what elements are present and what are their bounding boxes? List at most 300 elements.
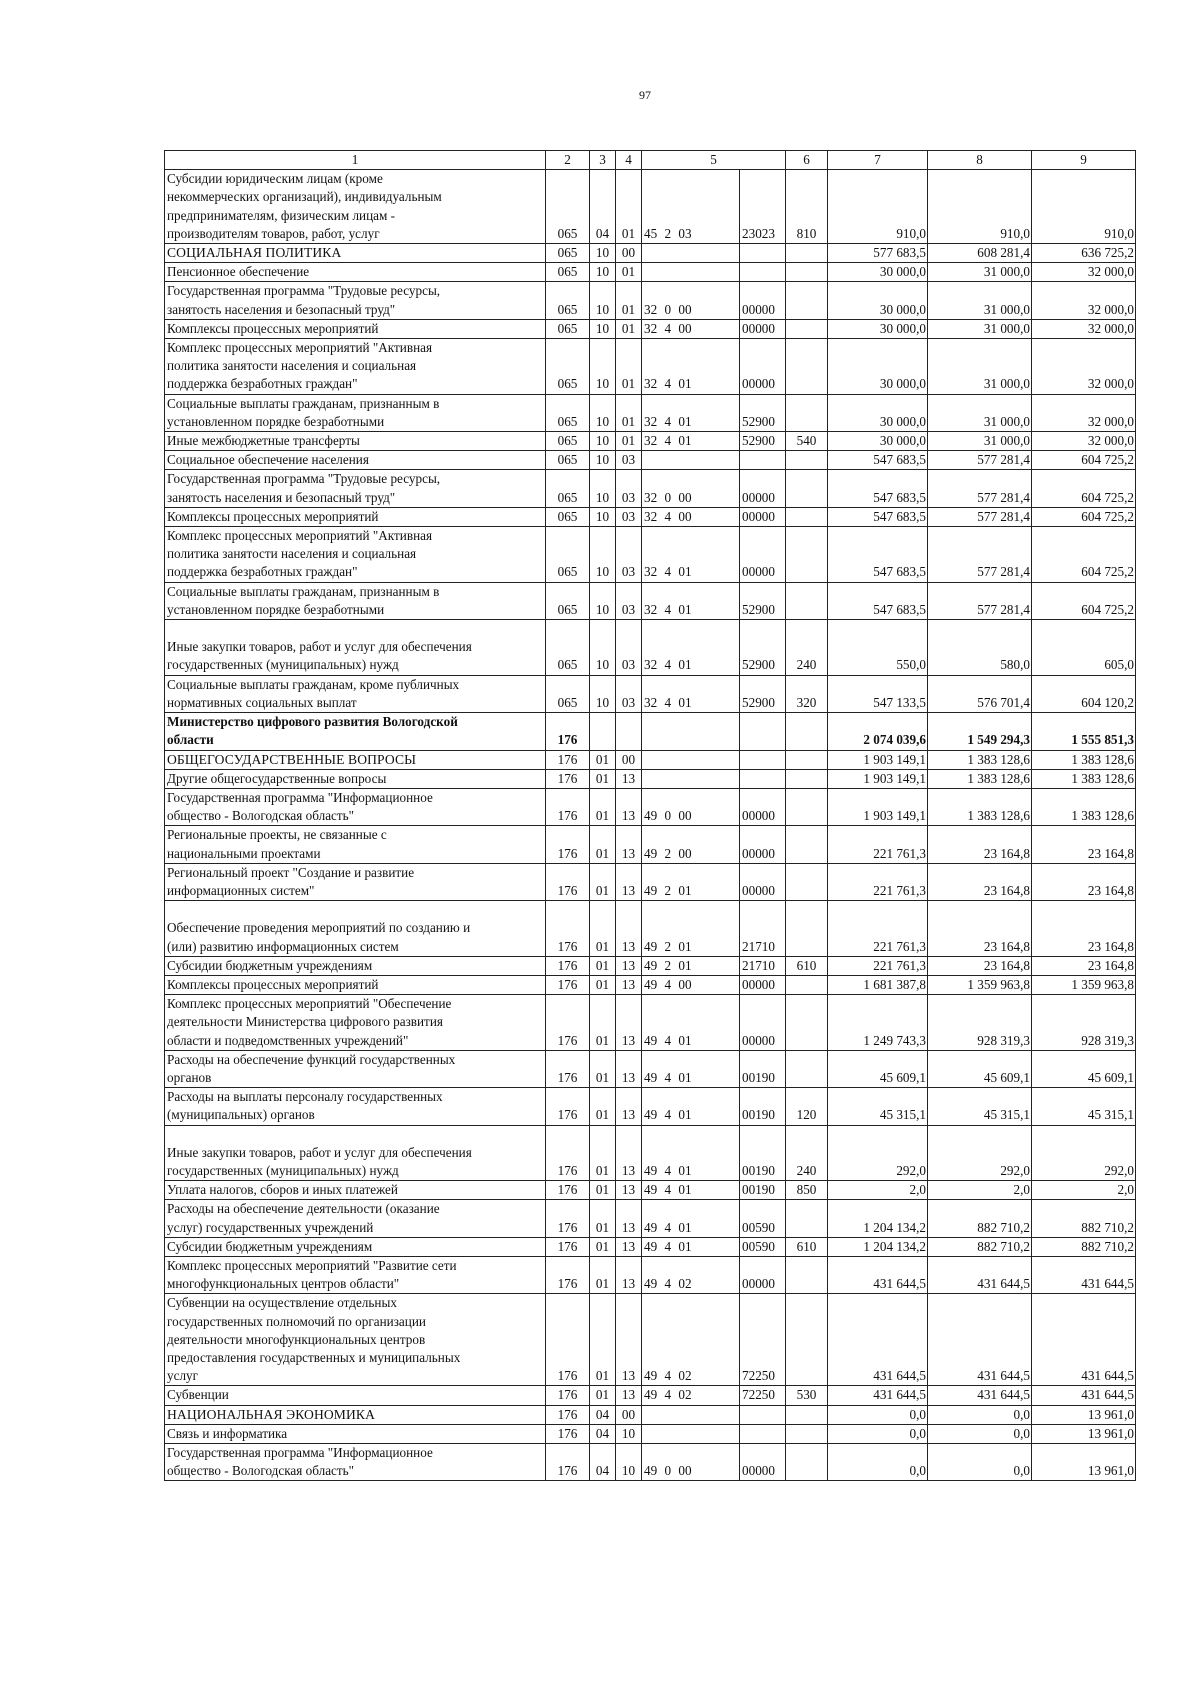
- row-amount-year2-cell: 0,0: [928, 1444, 1032, 1481]
- row-target-article-cell: [642, 1424, 740, 1443]
- row-direction-code-cell: [740, 451, 786, 470]
- row-section-cell: 10: [590, 527, 616, 583]
- row-target-article-cell: 49 4 01: [642, 1237, 740, 1256]
- row-amount-year2-cell: 31 000,0: [928, 282, 1032, 319]
- row-expense-type-cell: [786, 1200, 828, 1237]
- row-subsection-cell: 03: [616, 620, 642, 676]
- row-section-cell: 04: [590, 1405, 616, 1424]
- row-target-article-cell: [642, 244, 740, 263]
- row-section-cell: 10: [590, 244, 616, 263]
- table-row: [165, 319, 1136, 338]
- row-amount-year2-cell: 2,0: [928, 1181, 1032, 1200]
- row-amount-year2-cell: 31 000,0: [928, 263, 1032, 282]
- row-target-article-cell: 49 4 01: [642, 1088, 740, 1125]
- row-section-cell: 10: [590, 394, 616, 431]
- row-amount-year1-cell: 547 683,5: [828, 527, 928, 583]
- row-name-cell: НАЦИОНАЛЬНАЯ ЭКОНОМИКА: [165, 1405, 546, 1424]
- row-direction-code-cell: 23023: [740, 170, 786, 244]
- header-cell: 7: [828, 151, 928, 170]
- table-row: [165, 339, 1136, 395]
- row-ministry-code-cell: 065: [546, 527, 590, 583]
- row-section-cell: 01: [590, 788, 616, 825]
- row-section-cell: 01: [590, 769, 616, 788]
- table-row: [165, 1200, 1136, 1237]
- row-amount-year2-cell: 577 281,4: [928, 470, 1032, 507]
- row-amount-year1-cell: 45 609,1: [828, 1050, 928, 1087]
- row-target-article-cell: 49 4 00: [642, 975, 740, 994]
- row-ministry-code-cell: 176: [546, 901, 590, 957]
- row-expense-type-cell: 540: [786, 432, 828, 451]
- row-section-cell: 01: [590, 1294, 616, 1386]
- row-amount-year2-cell: 882 710,2: [928, 1237, 1032, 1256]
- row-expense-type-cell: [786, 769, 828, 788]
- row-target-article-cell: 49 4 01: [642, 1200, 740, 1237]
- row-target-article-cell: 32 0 00: [642, 470, 740, 507]
- row-amount-year3-cell: 32 000,0: [1032, 263, 1136, 282]
- table-row: [165, 263, 1136, 282]
- table-row: [165, 451, 1136, 470]
- row-direction-code-cell: 21710: [740, 901, 786, 957]
- row-section-cell: 04: [590, 1424, 616, 1443]
- row-direction-code-cell: 52900: [740, 582, 786, 619]
- row-ministry-code-cell: 176: [546, 1294, 590, 1386]
- row-target-article-cell: 32 4 01: [642, 432, 740, 451]
- row-name-cell: Субсидии бюджетным учреждениям: [165, 956, 546, 975]
- row-section-cell: 01: [590, 826, 616, 863]
- row-section-cell: 10: [590, 675, 616, 712]
- row-amount-year1-cell: 547 683,5: [828, 451, 928, 470]
- row-amount-year2-cell: 577 281,4: [928, 527, 1032, 583]
- row-subsection-cell: [616, 713, 642, 750]
- row-target-article-cell: 32 4 01: [642, 675, 740, 712]
- row-direction-code-cell: 00000: [740, 1444, 786, 1481]
- table-row: [165, 1181, 1136, 1200]
- table-row: [165, 1256, 1136, 1293]
- row-ministry-code-cell: 065: [546, 451, 590, 470]
- row-section-cell: 10: [590, 282, 616, 319]
- row-ministry-code-cell: 065: [546, 339, 590, 395]
- row-amount-year2-cell: 0,0: [928, 1405, 1032, 1424]
- row-amount-year2-cell: 577 281,4: [928, 507, 1032, 526]
- row-amount-year2-cell: 31 000,0: [928, 319, 1032, 338]
- row-expense-type-cell: [786, 1424, 828, 1443]
- row-name-cell: Уплата налогов, сборов и иных платежей: [165, 1181, 546, 1200]
- row-amount-year3-cell: 1 555 851,3: [1032, 713, 1136, 750]
- header-cell: 2: [546, 151, 590, 170]
- row-subsection-cell: 10: [616, 1444, 642, 1481]
- row-ministry-code-cell: 065: [546, 507, 590, 526]
- row-ministry-code-cell: 065: [546, 244, 590, 263]
- row-section-cell: 04: [590, 170, 616, 244]
- row-name-cell: Социальное обеспечение населения: [165, 451, 546, 470]
- row-name-cell: Социальные выплаты гражданам, кроме публичных нормативных социальных выплат: [165, 675, 546, 712]
- row-target-article-cell: 32 4 01: [642, 582, 740, 619]
- row-amount-year3-cell: 23 164,8: [1032, 901, 1136, 957]
- row-section-cell: 10: [590, 263, 616, 282]
- row-subsection-cell: 13: [616, 1294, 642, 1386]
- table-row: [165, 1237, 1136, 1256]
- row-amount-year1-cell: 547 683,5: [828, 470, 928, 507]
- row-direction-code-cell: 52900: [740, 675, 786, 712]
- row-expense-type-cell: [786, 975, 828, 994]
- header-cell: 5: [642, 151, 786, 170]
- row-subsection-cell: 03: [616, 507, 642, 526]
- row-section-cell: 01: [590, 995, 616, 1051]
- row-amount-year3-cell: 23 164,8: [1032, 956, 1136, 975]
- row-section-cell: 01: [590, 1088, 616, 1125]
- table-row: [165, 826, 1136, 863]
- row-amount-year1-cell: 547 683,5: [828, 582, 928, 619]
- row-ministry-code-cell: 176: [546, 713, 590, 750]
- row-ministry-code-cell: 176: [546, 1386, 590, 1405]
- row-name-cell: Пенсионное обеспечение: [165, 263, 546, 282]
- row-ministry-code-cell: 176: [546, 1088, 590, 1125]
- row-amount-year3-cell: 13 961,0: [1032, 1444, 1136, 1481]
- row-name-cell: Субсидии бюджетным учреждениям: [165, 1237, 546, 1256]
- row-direction-code-cell: 00000: [740, 470, 786, 507]
- row-section-cell: 10: [590, 582, 616, 619]
- row-name-cell: Иные закупки товаров, работ и услуг для обеспечения государственных (муниципальных) нужд: [165, 1125, 546, 1181]
- row-expense-type-cell: 530: [786, 1386, 828, 1405]
- row-name-cell: Обеспечение проведения мероприятий по созданию и (или) развитию информационных систем: [165, 901, 546, 957]
- page-number: 97: [639, 88, 651, 102]
- row-amount-year3-cell: 431 644,5: [1032, 1294, 1136, 1386]
- row-target-article-cell: 32 4 00: [642, 319, 740, 338]
- row-amount-year2-cell: 1 549 294,3: [928, 713, 1032, 750]
- row-expense-type-cell: [786, 713, 828, 750]
- table-row: [165, 995, 1136, 1051]
- row-ministry-code-cell: 065: [546, 432, 590, 451]
- row-amount-year2-cell: 45 609,1: [928, 1050, 1032, 1087]
- row-subsection-cell: 00: [616, 1405, 642, 1424]
- row-amount-year1-cell: 45 315,1: [828, 1088, 928, 1125]
- table-body: [165, 170, 1136, 1481]
- table-row: [165, 769, 1136, 788]
- row-name-cell: Субсидии юридическим лицам (кроме некоммерческих организаций), индивидуальным предпринимателям, физическим лицам - производителям товаров, работ, услуг: [165, 170, 546, 244]
- row-direction-code-cell: 00190: [740, 1125, 786, 1181]
- row-name-cell: СОЦИАЛЬНАЯ ПОЛИТИКА: [165, 244, 546, 263]
- row-ministry-code-cell: 176: [546, 1125, 590, 1181]
- row-amount-year1-cell: 221 761,3: [828, 956, 928, 975]
- row-amount-year3-cell: 32 000,0: [1032, 339, 1136, 395]
- row-subsection-cell: 10: [616, 1424, 642, 1443]
- row-subsection-cell: 13: [616, 1181, 642, 1200]
- row-amount-year3-cell: 13 961,0: [1032, 1424, 1136, 1443]
- row-amount-year3-cell: 604 725,2: [1032, 582, 1136, 619]
- row-direction-code-cell: 00000: [740, 527, 786, 583]
- row-subsection-cell: 00: [616, 750, 642, 769]
- row-name-cell: Расходы на обеспечение деятельности (оказание услуг) государственных учреждений: [165, 1200, 546, 1237]
- row-section-cell: 01: [590, 1237, 616, 1256]
- table-row: [165, 1386, 1136, 1405]
- row-amount-year1-cell: 30 000,0: [828, 432, 928, 451]
- row-direction-code-cell: 21710: [740, 956, 786, 975]
- row-name-cell: Государственная программа "Трудовые ресурсы, занятость населения и безопасный труд": [165, 470, 546, 507]
- row-name-cell: Государственная программа "Информационное общество - Вологодская область": [165, 788, 546, 825]
- row-subsection-cell: 13: [616, 901, 642, 957]
- row-subsection-cell: 13: [616, 863, 642, 900]
- row-subsection-cell: 00: [616, 244, 642, 263]
- row-subsection-cell: 13: [616, 769, 642, 788]
- row-amount-year3-cell: 2,0: [1032, 1181, 1136, 1200]
- row-direction-code-cell: 00190: [740, 1088, 786, 1125]
- row-amount-year1-cell: 30 000,0: [828, 263, 928, 282]
- row-direction-code-cell: 00000: [740, 507, 786, 526]
- row-subsection-cell: 03: [616, 675, 642, 712]
- row-expense-type-cell: [786, 527, 828, 583]
- header-row: [165, 151, 1136, 170]
- row-expense-type-cell: 850: [786, 1181, 828, 1200]
- row-amount-year2-cell: 23 164,8: [928, 863, 1032, 900]
- row-amount-year1-cell: 547 133,5: [828, 675, 928, 712]
- row-subsection-cell: 13: [616, 1386, 642, 1405]
- row-ministry-code-cell: 176: [546, 769, 590, 788]
- row-target-article-cell: 49 4 01: [642, 995, 740, 1051]
- row-section-cell: 01: [590, 901, 616, 957]
- row-ministry-code-cell: 176: [546, 863, 590, 900]
- table-row: [165, 527, 1136, 583]
- table-row: [165, 901, 1136, 957]
- row-amount-year1-cell: 0,0: [828, 1405, 928, 1424]
- row-amount-year2-cell: 1 383 128,6: [928, 750, 1032, 769]
- row-target-article-cell: 32 4 00: [642, 507, 740, 526]
- row-section-cell: 10: [590, 451, 616, 470]
- row-subsection-cell: 01: [616, 263, 642, 282]
- row-section-cell: 01: [590, 1256, 616, 1293]
- row-expense-type-cell: [786, 995, 828, 1051]
- row-ministry-code-cell: 065: [546, 470, 590, 507]
- row-target-article-cell: [642, 769, 740, 788]
- row-section-cell: 10: [590, 470, 616, 507]
- row-ministry-code-cell: 065: [546, 282, 590, 319]
- row-subsection-cell: 01: [616, 319, 642, 338]
- row-expense-type-cell: [786, 1444, 828, 1481]
- row-name-cell: Комплексы процессных мероприятий: [165, 319, 546, 338]
- row-target-article-cell: 49 4 01: [642, 1125, 740, 1181]
- row-amount-year1-cell: 0,0: [828, 1424, 928, 1443]
- row-name-cell: Государственная программа "Информационное общество - Вологодская область": [165, 1444, 546, 1481]
- row-amount-year3-cell: 928 319,3: [1032, 995, 1136, 1051]
- table-row: [165, 282, 1136, 319]
- row-amount-year1-cell: 1 903 149,1: [828, 750, 928, 769]
- row-subsection-cell: 03: [616, 470, 642, 507]
- row-amount-year3-cell: 431 644,5: [1032, 1386, 1136, 1405]
- row-ministry-code-cell: 176: [546, 1237, 590, 1256]
- row-amount-year1-cell: 221 761,3: [828, 863, 928, 900]
- row-target-article-cell: 49 4 01: [642, 1050, 740, 1087]
- row-section-cell: 01: [590, 975, 616, 994]
- row-section-cell: [590, 713, 616, 750]
- row-subsection-cell: 13: [616, 956, 642, 975]
- row-direction-code-cell: 00000: [740, 339, 786, 395]
- row-expense-type-cell: [786, 1294, 828, 1386]
- row-amount-year1-cell: 30 000,0: [828, 282, 928, 319]
- row-target-article-cell: [642, 750, 740, 769]
- row-amount-year2-cell: 882 710,2: [928, 1200, 1032, 1237]
- row-amount-year3-cell: 604 725,2: [1032, 527, 1136, 583]
- row-section-cell: 01: [590, 1386, 616, 1405]
- row-expense-type-cell: [786, 244, 828, 263]
- row-ministry-code-cell: 176: [546, 956, 590, 975]
- row-amount-year1-cell: 431 644,5: [828, 1294, 928, 1386]
- row-expense-type-cell: [786, 339, 828, 395]
- row-expense-type-cell: [786, 319, 828, 338]
- row-direction-code-cell: 00000: [740, 319, 786, 338]
- row-direction-code-cell: 00000: [740, 1256, 786, 1293]
- row-amount-year1-cell: 2 074 039,6: [828, 713, 928, 750]
- row-direction-code-cell: [740, 769, 786, 788]
- row-amount-year2-cell: 431 644,5: [928, 1256, 1032, 1293]
- row-direction-code-cell: 52900: [740, 620, 786, 676]
- row-name-cell: ОБЩЕГОСУДАРСТВЕННЫЕ ВОПРОСЫ: [165, 750, 546, 769]
- row-direction-code-cell: 00000: [740, 788, 786, 825]
- row-target-article-cell: 45 2 03: [642, 170, 740, 244]
- table-row: [165, 582, 1136, 619]
- row-section-cell: 10: [590, 319, 616, 338]
- row-expense-type-cell: [786, 394, 828, 431]
- row-amount-year3-cell: 13 961,0: [1032, 1405, 1136, 1424]
- row-expense-type-cell: 810: [786, 170, 828, 244]
- row-name-cell: Субвенции: [165, 1386, 546, 1405]
- row-target-article-cell: 49 4 02: [642, 1386, 740, 1405]
- row-direction-code-cell: 00000: [740, 282, 786, 319]
- row-direction-code-cell: [740, 263, 786, 282]
- row-amount-year2-cell: 431 644,5: [928, 1386, 1032, 1405]
- row-amount-year3-cell: 1 383 128,6: [1032, 788, 1136, 825]
- row-expense-type-cell: [786, 470, 828, 507]
- row-direction-code-cell: 52900: [740, 394, 786, 431]
- table-row: [165, 1444, 1136, 1481]
- row-name-cell: Комплекс процессных мероприятий "Обеспечение деятельности Министерства цифрового развития области и подведомственных учреждений": [165, 995, 546, 1051]
- row-name-cell: Комплексы процессных мероприятий: [165, 507, 546, 526]
- table-row: [165, 1088, 1136, 1125]
- row-amount-year2-cell: 580,0: [928, 620, 1032, 676]
- row-target-article-cell: [642, 713, 740, 750]
- row-name-cell: Связь и информатика: [165, 1424, 546, 1443]
- row-amount-year3-cell: 32 000,0: [1032, 282, 1136, 319]
- row-name-cell: Иные межбюджетные трансферты: [165, 432, 546, 451]
- row-amount-year3-cell: 882 710,2: [1032, 1237, 1136, 1256]
- row-subsection-cell: 01: [616, 339, 642, 395]
- row-amount-year1-cell: 30 000,0: [828, 339, 928, 395]
- row-subsection-cell: 13: [616, 995, 642, 1051]
- row-amount-year3-cell: 1 383 128,6: [1032, 750, 1136, 769]
- row-amount-year2-cell: 1 383 128,6: [928, 788, 1032, 825]
- row-amount-year3-cell: 292,0: [1032, 1125, 1136, 1181]
- row-amount-year1-cell: 0,0: [828, 1444, 928, 1481]
- row-amount-year2-cell: 0,0: [928, 1424, 1032, 1443]
- row-target-article-cell: [642, 263, 740, 282]
- row-direction-code-cell: 00190: [740, 1181, 786, 1200]
- row-name-cell: Расходы на обеспечение функций государственных органов: [165, 1050, 546, 1087]
- table-row: [165, 470, 1136, 507]
- row-expense-type-cell: 240: [786, 620, 828, 676]
- row-expense-type-cell: 610: [786, 1237, 828, 1256]
- row-amount-year2-cell: 576 701,4: [928, 675, 1032, 712]
- row-section-cell: 01: [590, 1125, 616, 1181]
- row-amount-year2-cell: 577 281,4: [928, 451, 1032, 470]
- row-ministry-code-cell: 065: [546, 170, 590, 244]
- table-row: [165, 620, 1136, 676]
- header-cell: 8: [928, 151, 1032, 170]
- row-amount-year1-cell: 577 683,5: [828, 244, 928, 263]
- row-amount-year2-cell: 31 000,0: [928, 339, 1032, 395]
- row-amount-year2-cell: 1 359 963,8: [928, 975, 1032, 994]
- header-cell: 3: [590, 151, 616, 170]
- row-target-article-cell: 49 2 01: [642, 956, 740, 975]
- row-name-cell: Субвенции на осуществление отдельных государственных полномочий по организации деятельности многофункциональных центров предоставления государственных и муниципальных услуг: [165, 1294, 546, 1386]
- row-section-cell: 10: [590, 507, 616, 526]
- row-name-cell: Иные закупки товаров, работ и услуг для обеспечения государственных (муниципальных) нужд: [165, 620, 546, 676]
- row-subsection-cell: 13: [616, 1256, 642, 1293]
- row-direction-code-cell: [740, 750, 786, 769]
- row-target-article-cell: 32 4 01: [642, 620, 740, 676]
- row-expense-type-cell: 610: [786, 956, 828, 975]
- row-direction-code-cell: [740, 244, 786, 263]
- row-ministry-code-cell: 176: [546, 788, 590, 825]
- row-name-cell: Комплекс процессных мероприятий "Активная политика занятости населения и социальная поддержка безработных граждан": [165, 339, 546, 395]
- row-target-article-cell: 49 2 01: [642, 863, 740, 900]
- row-amount-year1-cell: 910,0: [828, 170, 928, 244]
- row-amount-year3-cell: 45 609,1: [1032, 1050, 1136, 1087]
- row-subsection-cell: 13: [616, 788, 642, 825]
- row-expense-type-cell: [786, 1405, 828, 1424]
- row-section-cell: 01: [590, 863, 616, 900]
- table-row: [165, 956, 1136, 975]
- table-row: [165, 432, 1136, 451]
- row-amount-year3-cell: 910,0: [1032, 170, 1136, 244]
- row-section-cell: 10: [590, 432, 616, 451]
- row-target-article-cell: 49 2 01: [642, 901, 740, 957]
- row-amount-year3-cell: 431 644,5: [1032, 1256, 1136, 1293]
- table-row: [165, 394, 1136, 431]
- row-amount-year3-cell: 45 315,1: [1032, 1088, 1136, 1125]
- row-amount-year2-cell: 23 164,8: [928, 901, 1032, 957]
- row-target-article-cell: [642, 1405, 740, 1424]
- row-target-article-cell: 32 4 01: [642, 394, 740, 431]
- row-expense-type-cell: [786, 863, 828, 900]
- budget-table: [164, 150, 1136, 1481]
- row-direction-code-cell: 00190: [740, 1050, 786, 1087]
- table-row: [165, 1050, 1136, 1087]
- row-section-cell: 10: [590, 620, 616, 676]
- row-amount-year3-cell: 605,0: [1032, 620, 1136, 676]
- row-ministry-code-cell: 176: [546, 995, 590, 1051]
- row-section-cell: 01: [590, 1050, 616, 1087]
- row-direction-code-cell: 00000: [740, 826, 786, 863]
- row-target-article-cell: 32 0 00: [642, 282, 740, 319]
- row-amount-year3-cell: 604 725,2: [1032, 470, 1136, 507]
- header-cell: 6: [786, 151, 828, 170]
- row-subsection-cell: 03: [616, 527, 642, 583]
- row-subsection-cell: 13: [616, 975, 642, 994]
- row-section-cell: 04: [590, 1444, 616, 1481]
- row-subsection-cell: 13: [616, 1125, 642, 1181]
- row-direction-code-cell: 00000: [740, 863, 786, 900]
- row-amount-year3-cell: 604 725,2: [1032, 507, 1136, 526]
- row-direction-code-cell: 52900: [740, 432, 786, 451]
- table-row: [165, 244, 1136, 263]
- table-row: [165, 1125, 1136, 1181]
- header-cell: 4: [616, 151, 642, 170]
- row-direction-code-cell: 00000: [740, 975, 786, 994]
- row-amount-year1-cell: 1 681 387,8: [828, 975, 928, 994]
- row-amount-year2-cell: 31 000,0: [928, 394, 1032, 431]
- row-amount-year3-cell: 32 000,0: [1032, 319, 1136, 338]
- row-amount-year3-cell: 1 383 128,6: [1032, 769, 1136, 788]
- table-row: [165, 507, 1136, 526]
- row-name-cell: Комплекс процессных мероприятий "Активная политика занятости населения и социальная поддержка безработных граждан": [165, 527, 546, 583]
